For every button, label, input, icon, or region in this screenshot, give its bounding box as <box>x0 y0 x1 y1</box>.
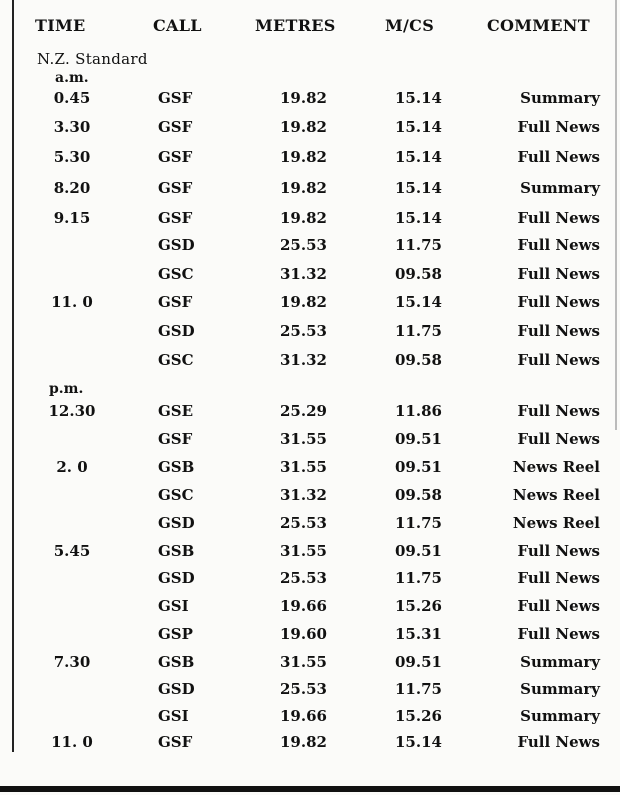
section-pm-label: p.m. <box>49 381 84 397</box>
cell-comment: Full News <box>517 293 600 311</box>
cell-comment: News Reel <box>512 486 600 504</box>
cell-call: GSD <box>158 569 195 587</box>
cell-metres: 25.29 <box>280 402 327 420</box>
cell-comment: Full News <box>517 209 600 227</box>
table-row <box>0 569 620 591</box>
table-row <box>0 322 620 344</box>
cell-metres: 25.53 <box>280 680 327 698</box>
cell-metres: 19.82 <box>280 89 327 107</box>
cell-metres: 19.66 <box>280 597 327 615</box>
table-row <box>0 625 620 647</box>
cell-comment: Full News <box>517 148 600 166</box>
cell-time: 12.30 <box>48 402 96 420</box>
table-row <box>0 680 620 702</box>
cell-call: GSF <box>158 293 193 311</box>
table-row <box>0 118 620 140</box>
table-row <box>0 486 620 508</box>
cell-metres: 25.53 <box>280 569 327 587</box>
cell-mcs: 15.26 <box>395 597 442 615</box>
cell-comment: Full News <box>517 597 600 615</box>
cell-comment: Full News <box>517 351 600 369</box>
table-row <box>0 209 620 231</box>
cell-mcs: 11.86 <box>395 402 442 420</box>
cell-mcs: 15.14 <box>395 293 442 311</box>
cell-metres: 19.82 <box>280 293 327 311</box>
cell-call: GSF <box>158 733 193 751</box>
table-row <box>0 430 620 452</box>
cell-metres: 19.66 <box>280 707 327 725</box>
cell-call: GSF <box>158 89 193 107</box>
cell-call: GSF <box>158 118 193 136</box>
cell-call: GSD <box>158 680 195 698</box>
table-row <box>0 236 620 258</box>
cell-mcs: 15.14 <box>395 148 442 166</box>
cell-metres: 19.82 <box>280 209 327 227</box>
cell-metres: 31.32 <box>280 486 327 504</box>
cell-comment: Full News <box>517 236 600 254</box>
cell-mcs: 15.14 <box>395 89 442 107</box>
cell-metres: 19.82 <box>280 118 327 136</box>
table-row <box>0 542 620 564</box>
cell-time: 7.30 <box>53 653 91 671</box>
cell-metres: 19.82 <box>280 148 327 166</box>
header-comment: COMMENT <box>487 16 590 35</box>
cell-mcs: 11.75 <box>395 236 442 254</box>
cell-call: GSI <box>158 707 189 725</box>
table-row <box>0 514 620 536</box>
header-call: CALL <box>153 16 202 35</box>
cell-mcs: 09.58 <box>395 486 442 504</box>
cell-metres: 19.60 <box>280 625 327 643</box>
cell-call: GSF <box>158 209 193 227</box>
table-row <box>0 293 620 315</box>
cell-mcs: 15.26 <box>395 707 442 725</box>
cell-mcs: 11.75 <box>395 680 442 698</box>
cell-mcs: 11.75 <box>395 569 442 587</box>
table-row <box>0 265 620 287</box>
section-am-label: a.m. <box>55 70 89 86</box>
cell-call: GSC <box>158 351 194 369</box>
cell-call: GSE <box>158 402 194 420</box>
cell-metres: 31.55 <box>280 542 327 560</box>
table-row <box>0 148 620 170</box>
cell-mcs: 15.31 <box>395 625 442 643</box>
table-row <box>0 458 620 480</box>
cell-comment: Full News <box>517 265 600 283</box>
header-mcs: M/CS <box>385 16 435 35</box>
cell-mcs: 15.14 <box>395 118 442 136</box>
cell-comment: News Reel <box>512 514 600 532</box>
cell-comment: Summary <box>520 680 600 698</box>
cell-call: GSF <box>158 430 193 448</box>
cell-comment: Full News <box>517 733 600 751</box>
cell-call: GSC <box>158 265 194 283</box>
cell-comment: Summary <box>520 653 600 671</box>
cell-metres: 31.32 <box>280 351 327 369</box>
cell-call: GSB <box>158 458 195 476</box>
table-row <box>0 89 620 111</box>
cell-mcs: 15.14 <box>395 209 442 227</box>
bottom-border-rule <box>0 786 620 792</box>
cell-metres: 25.53 <box>280 322 327 340</box>
cell-time: 11. 0 <box>51 293 93 311</box>
cell-mcs: 09.51 <box>395 458 442 476</box>
cell-metres: 31.55 <box>280 458 327 476</box>
table-row <box>0 733 620 755</box>
cell-comment: Full News <box>517 430 600 448</box>
cell-call: GSB <box>158 542 195 560</box>
cell-comment: Full News <box>517 542 600 560</box>
timezone-label: N.Z. Standard <box>37 50 148 68</box>
cell-time: 5.30 <box>53 148 91 166</box>
table-row <box>0 653 620 675</box>
cell-comment: Full News <box>517 569 600 587</box>
table-row <box>0 351 620 373</box>
cell-time: 2. 0 <box>56 458 88 476</box>
table-row <box>0 179 620 201</box>
header-metres: METRES <box>255 16 336 35</box>
cell-comment: Full News <box>517 118 600 136</box>
cell-call: GSC <box>158 486 194 504</box>
cell-mcs: 15.14 <box>395 179 442 197</box>
cell-call: GSD <box>158 322 195 340</box>
table-row <box>0 597 620 619</box>
table-row <box>0 707 620 729</box>
cell-comment: Full News <box>517 402 600 420</box>
cell-call: GSD <box>158 514 195 532</box>
cell-comment: Full News <box>517 322 600 340</box>
cell-call: GSI <box>158 597 189 615</box>
header-time: TIME <box>35 16 86 35</box>
cell-call: GSF <box>158 148 193 166</box>
cell-time: 11. 0 <box>51 733 93 751</box>
cell-metres: 31.55 <box>280 430 327 448</box>
cell-time: 9.15 <box>53 209 91 227</box>
cell-comment: Summary <box>520 179 600 197</box>
cell-mcs: 09.51 <box>395 542 442 560</box>
cell-mcs: 09.51 <box>395 430 442 448</box>
cell-call: GSD <box>158 236 195 254</box>
cell-metres: 31.32 <box>280 265 327 283</box>
cell-metres: 25.53 <box>280 514 327 532</box>
cell-comment: Full News <box>517 625 600 643</box>
cell-mcs: 15.14 <box>395 733 442 751</box>
cell-metres: 25.53 <box>280 236 327 254</box>
cell-comment: Summary <box>520 89 600 107</box>
table-row <box>0 402 620 424</box>
cell-comment: Summary <box>520 707 600 725</box>
cell-mcs: 11.75 <box>395 322 442 340</box>
cell-time: 5.45 <box>53 542 91 560</box>
cell-call: GSF <box>158 179 193 197</box>
cell-metres: 19.82 <box>280 179 327 197</box>
cell-mcs: 09.58 <box>395 351 442 369</box>
cell-mcs: 09.51 <box>395 653 442 671</box>
cell-time: 3.30 <box>53 118 91 136</box>
cell-metres: 19.82 <box>280 733 327 751</box>
cell-call: GSB <box>158 653 195 671</box>
cell-comment: News Reel <box>512 458 600 476</box>
cell-metres: 31.55 <box>280 653 327 671</box>
cell-time: 8.20 <box>53 179 91 197</box>
cell-mcs: 09.58 <box>395 265 442 283</box>
cell-time: 0.45 <box>53 89 91 107</box>
cell-call: GSP <box>158 625 193 643</box>
cell-mcs: 11.75 <box>395 514 442 532</box>
